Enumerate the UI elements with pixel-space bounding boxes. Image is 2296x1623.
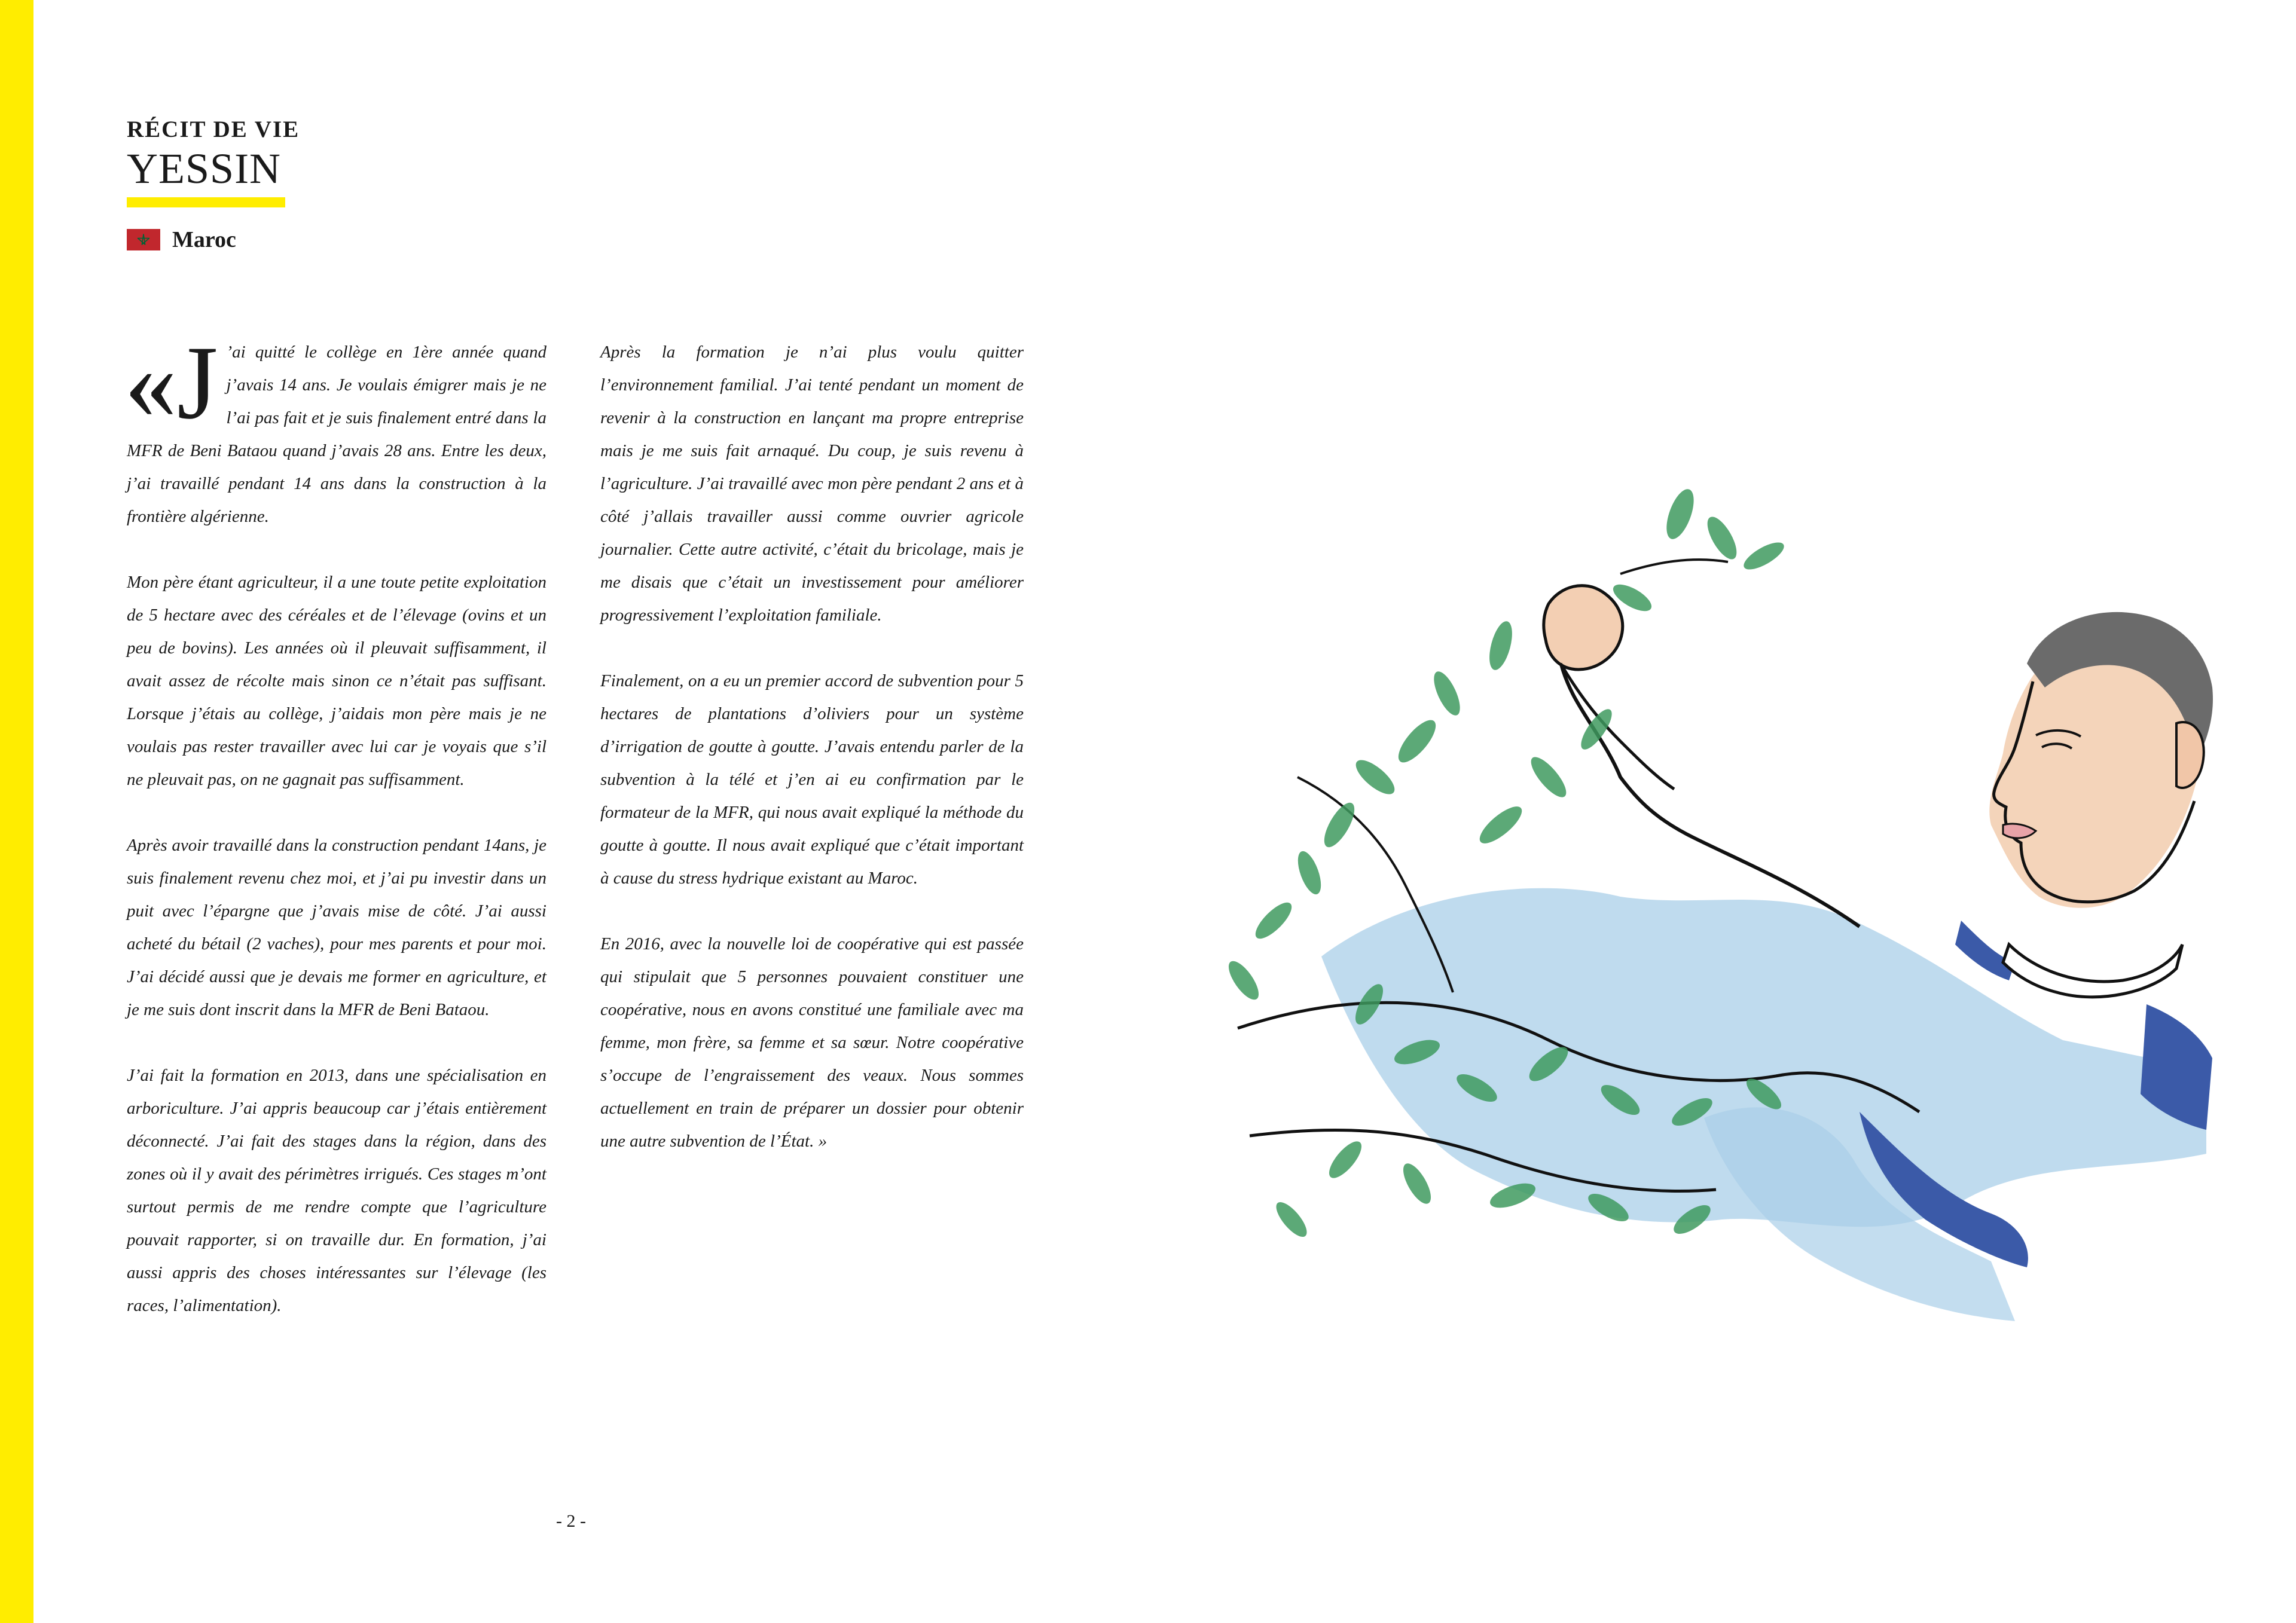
collar	[2003, 945, 2182, 997]
country-row	[127, 227, 545, 253]
paragraph-text: Mon père étant agriculteur, il a une toute petite exploitation de 5 hectare avec des céréales et de l’élevage (ovins et un peu de bovins). Les années où il pleuvait suffisamment, il avait assez de récolte mais sinon ce n’était pas suffisant. Lorsque j’étais au collège, j’aidais mon père mais je ne voulais pas rester travailler avec lui car je voyais que s’il ne pleuvait pas, on ne gagnait pas suffisamment.	[127, 573, 546, 789]
paragraph	[127, 829, 546, 1026]
paragraph	[127, 566, 546, 796]
paragraph	[124, 325, 546, 533]
yellow-side-bar	[0, 0, 33, 1623]
drop-cap: «J	[124, 325, 218, 441]
text-column-left	[124, 325, 546, 1355]
country-label: Maroc	[172, 227, 236, 253]
section-kicker: RÉCIT DE VIE	[127, 117, 300, 142]
paragraph	[600, 665, 1024, 895]
paragraph-text: En 2016, avec la nouvelle loi de coopérative qui est passée qui stipulait que 5 personnes pouvaient constituer une coopérative, nous en avons constitué une familiale avec ma femme, mon frère, sa femme et sa sœur. Notre coopérative s’occupe de l’engraissement des veaux. Nous sommes actuellement en train de préparer un dossier pour obtenir une autre subvention de l’État. »	[600, 934, 1024, 1151]
paragraph-text: Finalement, on a eu un premier accord de subvention pour 5 hectares de plantations d’oliviers pour un système d’irrigation de goutte à goutte. J’avais entendu parler de la subvention à la télé et j’en ai eu confirmation par le formateur de la MFR, qui nous avait expliqué la méthode du goutte à goutte. Il nous avait expliqué que c’était important à cause du stress hydrique existant au Maroc.	[600, 671, 1024, 888]
paragraph-text: ’ai quitté le collège en 1ère année quand j’avais 14 ans. Je voulais émigrer mais je ne l’ai pas fait et je suis finalement entré dans la MFR de Beni Bataou quand j’avais 28 ans. Entre les deux, j’ai travaillé pendant 14 ans dans la construction à la frontière algérienne.	[127, 343, 546, 526]
paragraph	[600, 928, 1024, 1158]
paragraph-text: J’ai fait la formation en 2013, dans une spécialisation en arboriculture. J’ai appris beaucoup car j’étais entièrement déconnecté. J’ai fait des stages dans la région, dans des zones où il y avait des périmètres irrigués. Ces stages m’ont surtout permis de me rendre compte que l’agriculture pouvait rapporter, si on travaille dur. En formation, j’ai aussi appris des choses intéressantes sur l’élevage (les races, l’alimentation).	[127, 1066, 546, 1315]
paragraph	[600, 336, 1024, 632]
paragraph-text: Après avoir travaillé dans la construction pendant 14ans, je suis finalement revenu chez moi, et j’ai pu investir dans un puit avec l’épargne que j’avais mise de côté. J’ai aussi acheté du bétail (2 vaches), pour mes parents et pour moi. J’ai décidé aussi que je devais me former en agriculture, et je me suis dont inscrit dans la MFR de Beni Bataou.	[127, 836, 546, 1019]
paragraph-text: Après la formation je n’ai plus voulu quitter l’environnement familial. J’ai tenté pendant un moment de revenir à la construction en lançant ma propre entreprise mais je me suis fait arnaqué. Du coup, je suis revenu à l’agriculture. J’ai travaillé avec mon père pendant 2 ans et à côté j’allais travailler aussi comme ouvrier agricole journalier. Cette autre activité, c’était du bricolage, mais je me disais que c’était un investissement pour améliorer progressivement l’exploitation familiale.	[600, 343, 1024, 625]
paragraph	[127, 1059, 546, 1322]
branch-3	[1620, 560, 1728, 574]
morocco-flag-icon	[127, 229, 160, 250]
text-column-right	[600, 336, 1024, 1191]
illustration-man-olive-tree	[1166, 466, 2242, 1351]
person-name: YESSIN	[127, 144, 282, 192]
name-underline	[127, 197, 285, 207]
article-header	[127, 117, 545, 253]
page-number: - 2 -	[556, 1511, 586, 1531]
hand	[1544, 586, 1623, 670]
ear	[2176, 722, 2204, 788]
arm-outline	[1558, 628, 1860, 927]
